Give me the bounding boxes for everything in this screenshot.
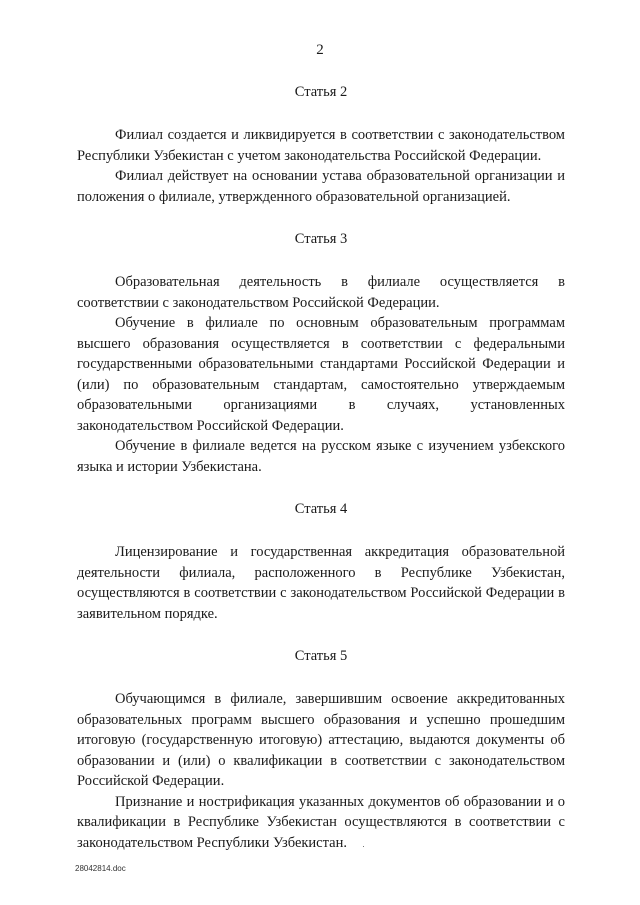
article-paragraph: Обучение в филиале ведется на русском языке с изучением узбекского языка и истории Узбекистана. — [77, 438, 565, 475]
scan-speck — [363, 846, 364, 847]
article-paragraph: Лицензирование и государственная аккредитация образовательной деятельности филиала, расположенного в Республике Узбекистан, осуществляются в соответствии с законодательством Российской Федерации в заявительном порядке. — [77, 544, 565, 622]
article-heading: Статья 3 — [294, 231, 348, 247]
article-5 — [77, 646, 565, 853]
article-paragraph: Филиал создается и ликвидируется в соответствии с законодательством Республики Узбекистан с учетом законодательства Российской Федерации. — [77, 127, 565, 164]
article-4 — [77, 499, 565, 624]
article-paragraph: Филиал действует на основании устава образовательной организации и положения о филиале, утвержденного образовательной организацией. — [77, 168, 565, 205]
page-number: 2 — [316, 42, 324, 58]
article-heading: Статья 2 — [294, 84, 348, 100]
article-3 — [77, 229, 565, 477]
article-paragraph: Образовательная деятельность в филиале осуществляется в соответствии с законодательством Российской Федерации. — [77, 274, 565, 311]
document-body — [77, 82, 565, 853]
footer-file-id: 28042814.doc — [75, 864, 126, 873]
article-paragraph: Обучение в филиале по основным образовательным программам высшего образования осуществляется в соответствии с федеральными государственными образовательными стандартами Российской Федерации и (или) по образовательным стандартам, самостоятельно утверждаемым образовательными организациями в случаях, установленных законодательством Российской Федерации. — [77, 315, 565, 434]
article-2 — [77, 82, 565, 207]
article-heading: Статья 5 — [294, 648, 348, 664]
article-paragraph: Обучающимся в филиале, завершившим освоение аккредитованных образовательных программ высшего образования и успешно прошедшим итоговую (государственную итоговую) аттестацию, выдаются документы об образовании и (или) о квалификации в соответствии с законодательством Российской Федерации. — [77, 691, 565, 789]
article-paragraph: Признание и нострификация указанных документов об образовании и о квалификации в Республике Узбекистан осуществляются в соответствии с законодательством Республики Узбекистан. — [77, 793, 565, 851]
article-heading: Статья 4 — [294, 501, 348, 517]
